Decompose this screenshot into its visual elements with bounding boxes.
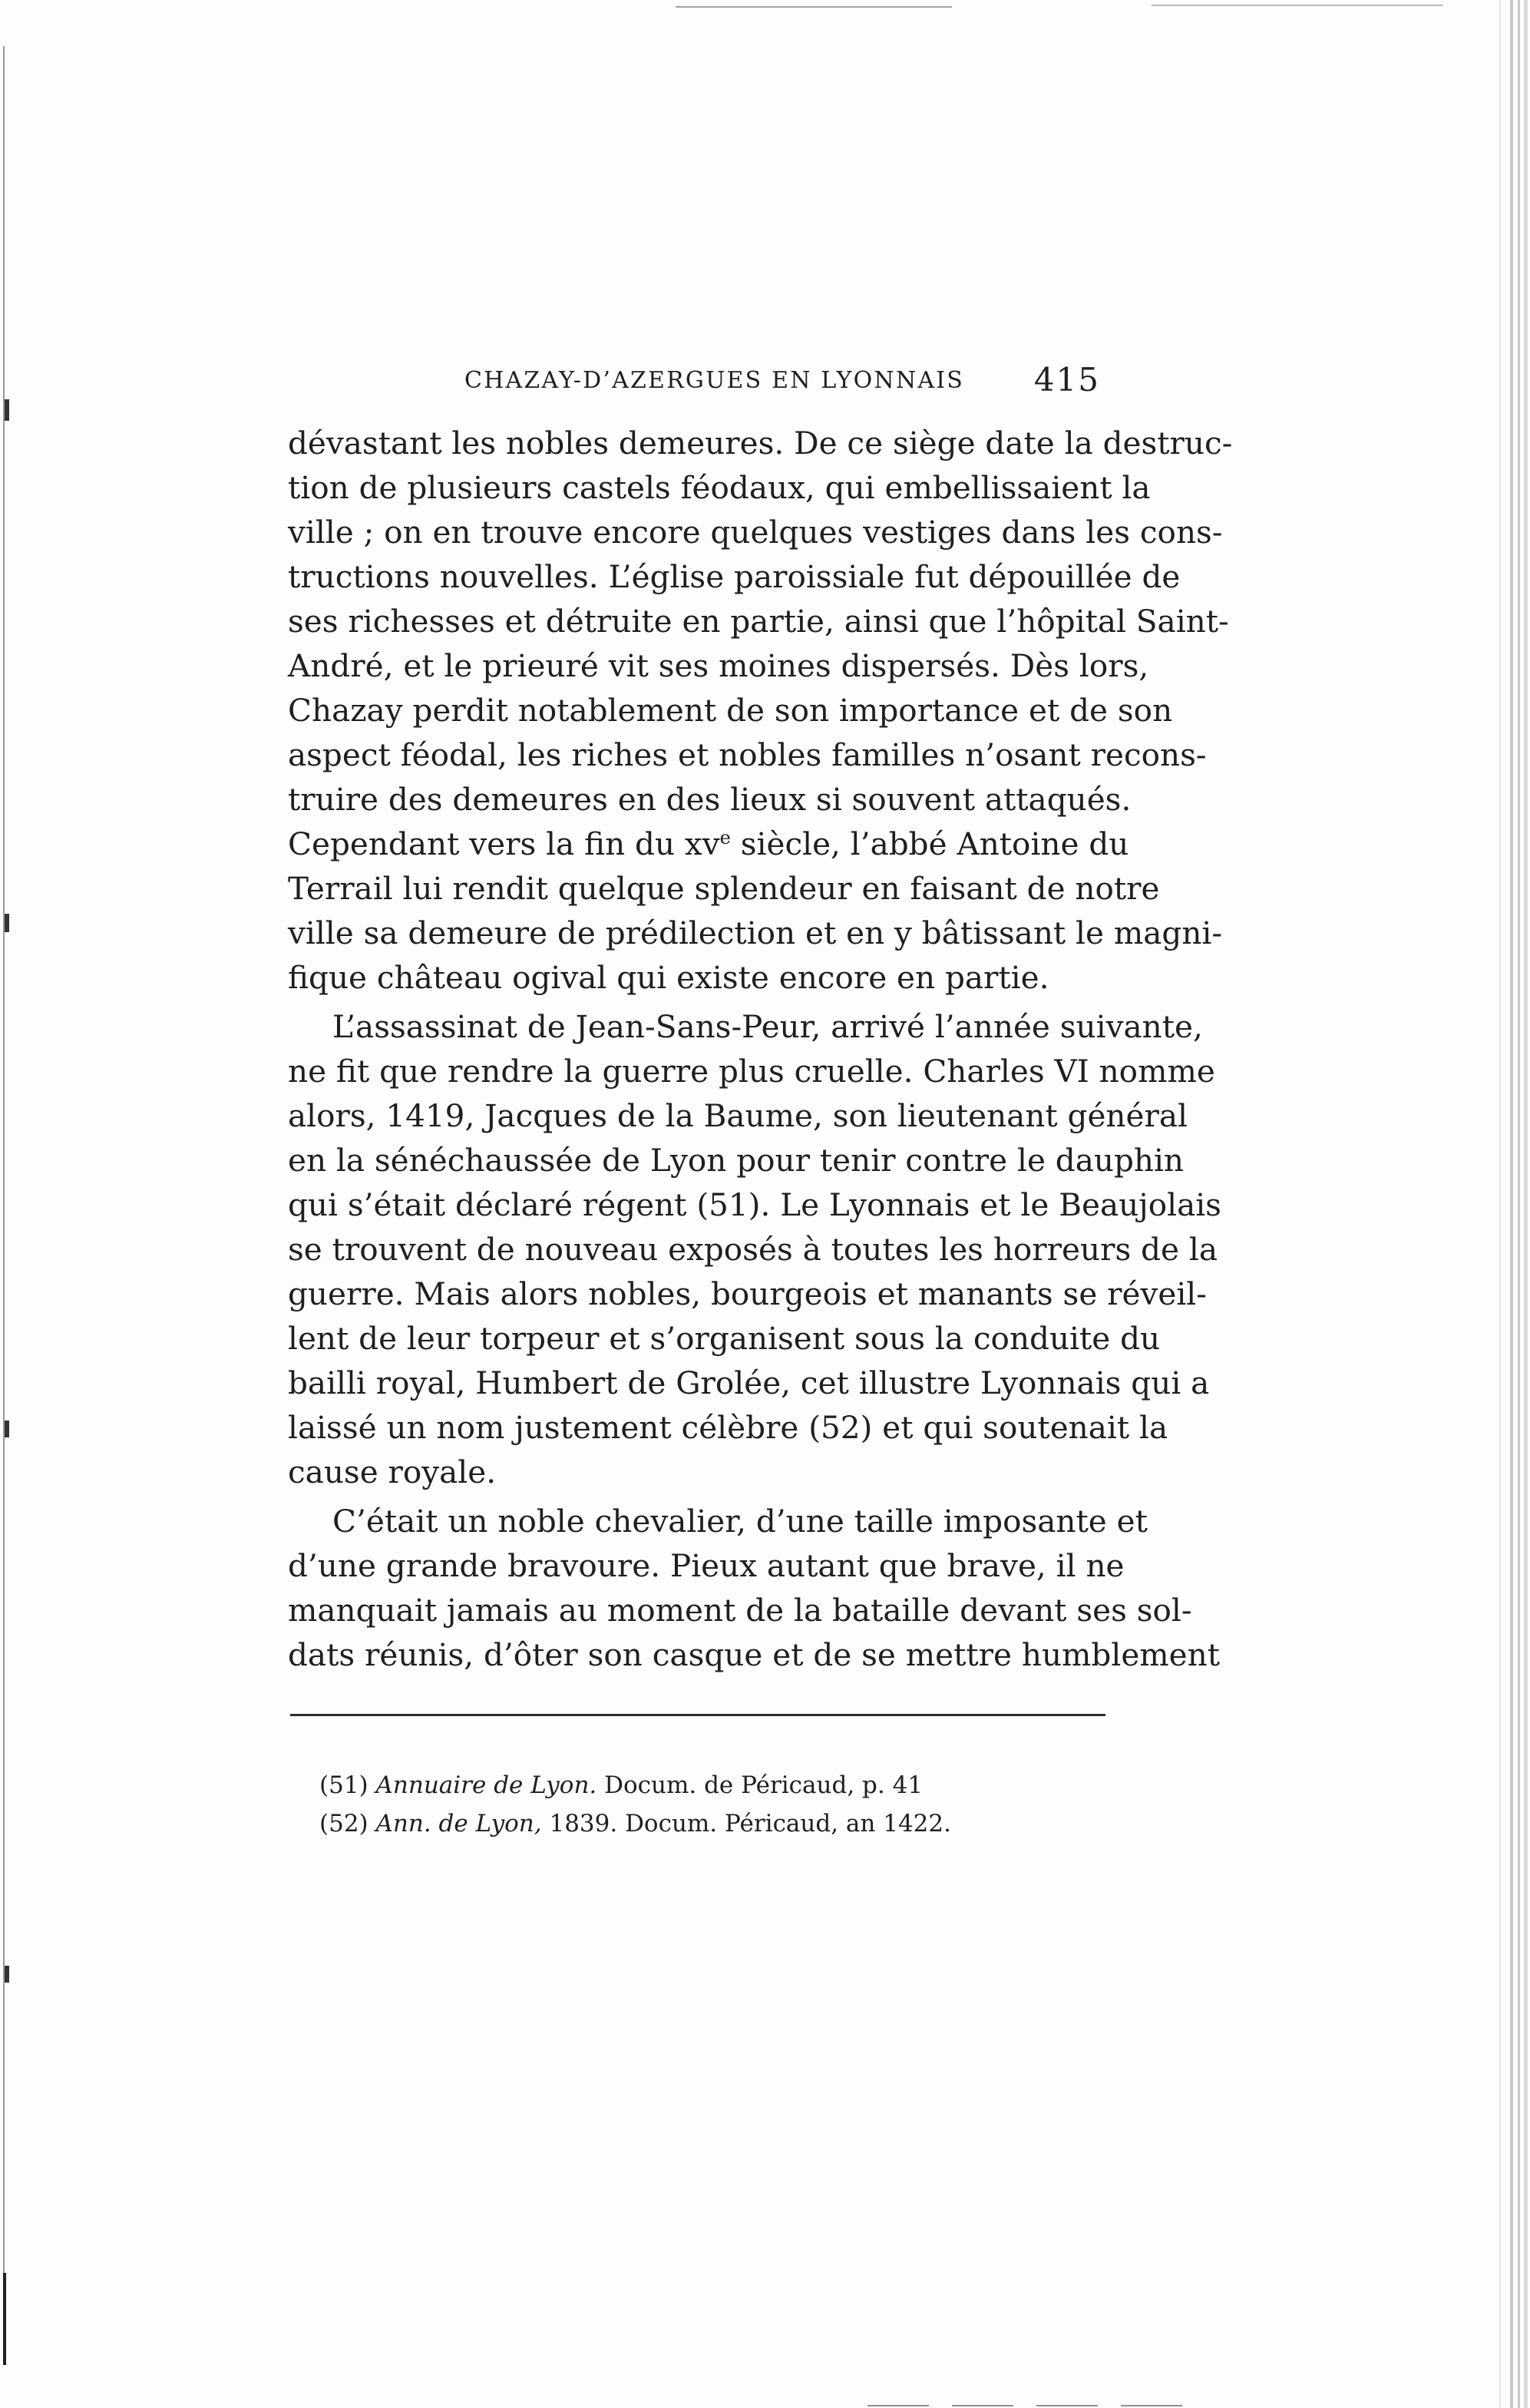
footnote-rule (290, 1714, 1105, 1716)
text-line: aspect féodal, les riches et nobles familles n’osant recons- (288, 736, 1207, 773)
footnote-52 (319, 1804, 1010, 1843)
text-line: dats réunis, d’ôter son casque et de se mettre humblement (288, 1636, 1221, 1673)
text-line: qui s’était déclaré régent (51). Le Lyonnais et le Beaujolais (288, 1186, 1221, 1223)
text-line: André, et le prieuré vit ses moines dispersés. Dès lors, (288, 647, 1149, 684)
text-line-end: siècle, l’abbé Antoine du (730, 825, 1129, 862)
page-number: 415 (1033, 361, 1100, 399)
body-text (288, 421, 1233, 1677)
text-line-start: Cependant vers la fin du xv (288, 825, 720, 862)
scan-bottom-edge (0, 2385, 1530, 2408)
paragraph (288, 421, 1233, 1000)
text-line: L’assassinat de Jean-Sans-Peur, arrivé l’année suivante, (332, 1008, 1203, 1045)
paragraph (288, 1499, 1221, 1677)
footnote-marker: (51) (319, 1771, 368, 1799)
text-line: laissé un nom justement célèbre (52) et qui soutenait la (288, 1409, 1168, 1446)
text-line: tion de plusieurs castels féodaux, qui embellissaient la (288, 469, 1151, 506)
text-line: ne fit que rendre la guerre plus cruelle. Charles VI nomme (288, 1053, 1215, 1090)
text-line: dévastant les nobles demeures. De ce siège date la destruc- (288, 425, 1233, 461)
text-line: tructions nouvelles. L’église paroissiale fut dépouillée de (288, 558, 1181, 595)
text-line: d’une grande bravoure. Pieux autant que brave, il ne (288, 1547, 1125, 1584)
text-line: se trouvent de nouveau exposés à toutes les horreurs de la (288, 1231, 1218, 1268)
text-line: C’était un noble chevalier, d’une taille imposante et (332, 1503, 1148, 1540)
footnote-text: Docum. de Péricaud, p. 41 (604, 1771, 924, 1799)
text-line: ville sa demeure de prédilection et en y bâtissant le magni- (288, 915, 1223, 951)
text-line: Terrail lui rendit quelque splendeur en faisant de notre (288, 870, 1160, 907)
text-line: bailli royal, Humbert de Grolée, cet illustre Lyonnais qui a (288, 1364, 1210, 1401)
footnote-title: Annuaire de Lyon. (375, 1771, 597, 1799)
text-line: manquait jamais au moment de la bataille devant ses sol- (288, 1592, 1192, 1629)
running-head: CHAZAY-D’AZERGUES EN LYONNAIS (464, 367, 964, 394)
footnote-marker: (52) (319, 1810, 368, 1837)
scan-left-edge (0, 0, 11, 2408)
text-line: truire des demeures en des lieux si souvent attaqués. (288, 781, 1132, 818)
footnotes (319, 1766, 1010, 1843)
text-line: cause royale. (288, 1454, 497, 1490)
page-header (288, 358, 1109, 404)
text-line: lent de leur torpeur et s’organisent sous la conduite du (288, 1320, 1161, 1357)
text-line: fique château ogival qui existe encore en partie. (288, 959, 1049, 996)
text-line: Chazay perdit notablement de son importance et de son (288, 692, 1173, 729)
footnote-text: 1839. Docum. Péricaud, an 1422. (549, 1810, 951, 1837)
century-superscript: e (719, 827, 731, 848)
text-line: alors, 1419, Jacques de la Baume, son lieutenant général (288, 1097, 1188, 1134)
text-line: ses richesses et détruite en partie, ainsi que l’hôpital Saint- (288, 603, 1229, 640)
scan-top-edge (0, 0, 1530, 23)
text-line: en la sénéchaussée de Lyon pour tenir contre le dauphin (288, 1142, 1185, 1179)
footnote-title: Ann. de Lyon, (375, 1810, 542, 1837)
text-line (288, 822, 1129, 866)
paragraph (288, 1004, 1221, 1494)
footnote-51 (319, 1766, 1010, 1804)
scan-right-edge (1484, 0, 1530, 2408)
text-line: ville ; on en trouve encore quelques vestiges dans les cons- (288, 514, 1223, 551)
text-line: guerre. Mais alors nobles, bourgeois et manants se réveil- (288, 1275, 1207, 1312)
